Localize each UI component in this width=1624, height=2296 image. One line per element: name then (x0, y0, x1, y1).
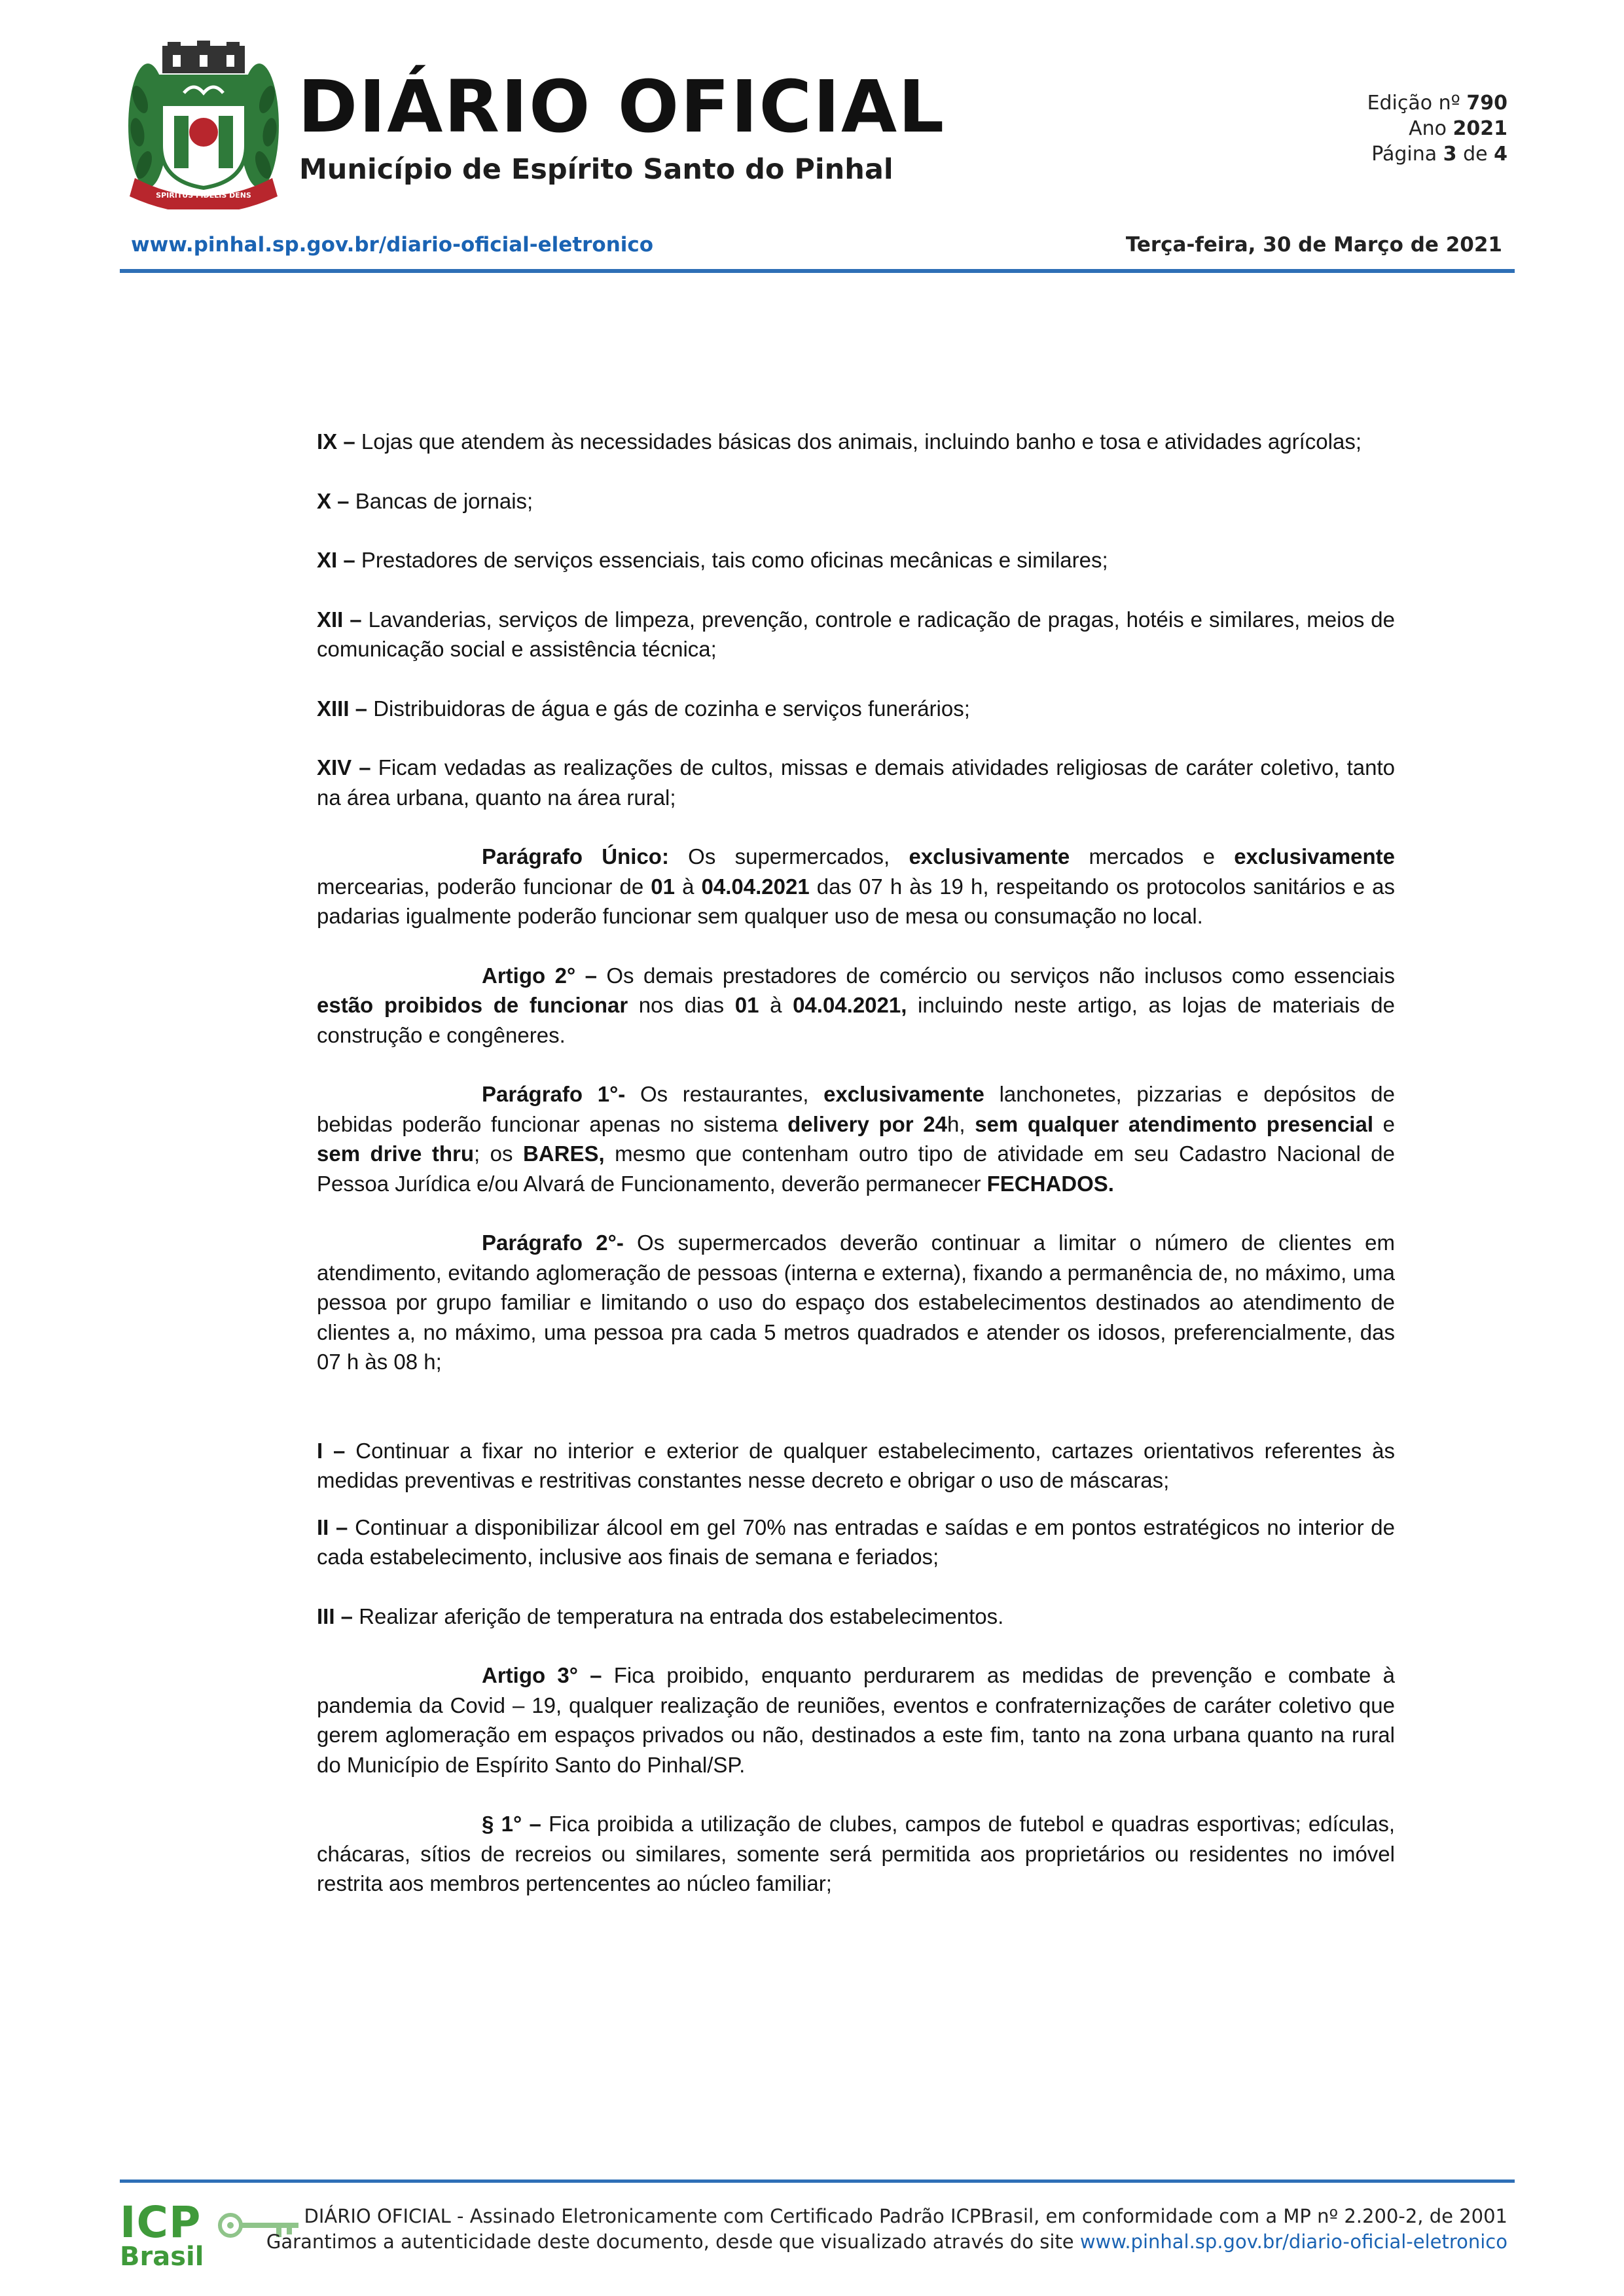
clause-emphasis: sem drive thru (317, 1141, 474, 1166)
year-line (1367, 116, 1507, 141)
item-text: Continuar a disponibilizar álcool em gel 70% nas entradas e saídas e em pontos estratégicos no interior de cada estabelecimento, inclusive aos finais de semana e feriados; (317, 1515, 1395, 1569)
clause-label: Parágrafo 2°- (482, 1230, 624, 1255)
item-ii (317, 1513, 1395, 1572)
item-text: Lojas que atendem às necessidades básicas dos animais, incluindo banho e tosa e atividades agrícolas; (355, 429, 1362, 454)
clause-emphasis: BARES, (522, 1141, 605, 1166)
signature-notice: DIÁRIO OFICIAL - Assinado Eletronicamente com Certificado Padrão ICPBrasil, em conformidade com a MP nº 2.200-2, de 2001 (304, 2205, 1507, 2227)
clause-label: Parágrafo Único: (482, 844, 669, 869)
clause-text: Os supermercados, (668, 844, 909, 869)
clause-label: Parágrafo 1°- (482, 1082, 626, 1106)
clause-text: lanchonetes, pizzarias e depósitos de bebidas poderão funcionar apenas no sistema (317, 1082, 1395, 1136)
item-i (317, 1436, 1395, 1496)
item-x (317, 486, 1395, 516)
footer-website-link[interactable]: www.pinhal.sp.gov.br/diario-oficial-eletronico (1079, 2231, 1507, 2253)
page-current: 3 (1443, 143, 1457, 166)
item-number: I – (317, 1438, 346, 1463)
clause-label: Artigo 3° – (482, 1663, 602, 1687)
item-xi (317, 545, 1395, 575)
item-text: Continuar a fixar no interior e exterior de qualquer estabelecimento, cartazes orientativos referentes às medidas preventivas e restritivas constantes nesse decreto e obrigar o uso de máscaras; (317, 1438, 1395, 1492)
clause-text: incluindo neste artigo, as lojas de materiais de construção e congêneres. (317, 993, 1395, 1047)
item-text: Prestadores de serviços essenciais, tais como oficinas mecânicas e similares; (355, 548, 1108, 572)
clause-text: e (1373, 1111, 1396, 1136)
icp-logo-text: ICP (120, 2197, 202, 2248)
clause-text: mercearias, poderão funcionar de (317, 874, 651, 899)
year-value: 2021 (1453, 117, 1507, 140)
clause-emphasis: 04.04.2021, (793, 993, 907, 1017)
clause-text: mercados e (1070, 844, 1235, 869)
item-number: X – (317, 488, 350, 513)
item-text: Realizar aferição de temperatura na entrada dos estabelecimentos. (353, 1604, 1004, 1628)
clause-text: Fica proibida a utilização de clubes, campos de futebol e quadras esportivas; edículas, chácaras, sítios de recreios ou similares, somente será permitida aos proprietários ou residentes no imóvel restrita aos membros pertencentes ao núcleo familiar; (317, 1812, 1395, 1895)
crest-motto: SPIRITUS FIDELIS DENS (156, 191, 251, 200)
publication-date: Terça-feira, 30 de Março de 2021 (1125, 233, 1502, 257)
item-number: XIII – (317, 696, 368, 721)
website-link[interactable]: www.pinhal.sp.gov.br/diario-oficial-eletronico (131, 233, 654, 257)
item-xiii (317, 694, 1395, 724)
edition-number: 790 (1466, 92, 1507, 115)
municipal-crest-logo (122, 41, 285, 209)
item-text: Bancas de jornais; (349, 488, 533, 513)
item-text: Distribuidoras de água e gás de cozinha e serviços funerários; (367, 696, 970, 721)
year-label: Ano (1409, 117, 1447, 140)
clause-emphasis: FECHADOS. (986, 1171, 1114, 1196)
clause-label: Artigo 2° – (482, 963, 597, 988)
clause-text: mesmo que contenham outro tipo de atividade em seu Cadastro Nacional de Pessoa Jurídica e/ou Alvará de Funcionamento, deverão permanecer (317, 1141, 1395, 1196)
item-number: III – (317, 1604, 353, 1628)
clause-emphasis: exclusivamente (909, 844, 1070, 869)
authenticity-notice (266, 2231, 1507, 2253)
footer-divider (120, 2179, 1515, 2183)
item-number: XI – (317, 548, 355, 572)
edition-line (1367, 90, 1507, 116)
clause-text: das 07 h às 19 h, respeitando os protocolos sanitários e as padarias igualmente poderão funcionar sem qualquer uso de mesa ou consumação no local. (317, 874, 1395, 928)
page-of: de (1463, 143, 1488, 166)
clause-emphasis: 01 (651, 874, 675, 899)
clause-emphasis: sem qualquer atendimento presencial (975, 1111, 1373, 1136)
item-xii (317, 605, 1395, 664)
clause-emphasis: estão proibidos de funcionar (317, 993, 628, 1017)
clause-text: Fica proibido, enquanto perdurarem as medidas de prevenção e combate à pandemia da Covid – 19, qualquer realização de reuniões, eventos e confraternizações de caráter coletivo que gerem aglomeração em espaços privados ou não, destinados a este fim, tanto na zona urbana quanto na rural do Município de Espírito Santo do Pinhal/SP. (317, 1663, 1395, 1777)
icp-logo-subtext: Brasil (120, 2242, 204, 2272)
clause-emphasis: 01 (734, 993, 759, 1017)
edition-label: Edição nº (1367, 92, 1460, 115)
clause-emphasis: delivery por 24 (787, 1111, 947, 1136)
clause-emphasis: exclusivamente (823, 1082, 984, 1106)
clause-text: à (675, 874, 702, 899)
document-body (317, 427, 1395, 1899)
page-label: Página (1371, 143, 1437, 166)
item-number: XIV – (317, 755, 371, 780)
item-text: Ficam vedadas as realizações de cultos, missas e demais atividades religiosas de caráter coletivo, tanto na área urbana, quanto na área rural; (317, 755, 1395, 810)
clause-emphasis: 04.04.2021 (701, 874, 810, 899)
clause-text: nos dias (628, 993, 735, 1017)
clause-text: à (759, 993, 793, 1017)
paragrafo-unico (317, 842, 1395, 931)
item-xiv (317, 753, 1395, 812)
page-line (1367, 141, 1507, 167)
item-number: II – (317, 1515, 348, 1539)
item-iii (317, 1602, 1395, 1632)
header-divider (120, 269, 1515, 273)
artigo-2 (317, 961, 1395, 1050)
clause-text: Os supermercados deverão continuar a limitar o número de clientes em atendimento, evitando aglomeração de pessoas (interna e externa), fixando a permanência de, no máximo, uma pessoa por grupo familiar e limitando o uso do espaço dos estabelecimentos destinados ao atendimento de clientes a, no máximo, uma pessoa pra cada 5 metros quadrados e atender os idosos, preferencialmente, das 07 h às 08 h; (317, 1230, 1395, 1374)
item-number: IX – (317, 429, 355, 454)
edition-info (1367, 90, 1507, 167)
clause-label: § 1° – (482, 1812, 541, 1836)
clause-emphasis: exclusivamente (1234, 844, 1396, 869)
artigo-3 (317, 1660, 1395, 1780)
item-ix (317, 427, 1395, 457)
item-number: XII – (317, 607, 362, 632)
authenticity-text: Garantimos a autenticidade deste documento, desde que visualizado através do site (266, 2231, 1080, 2253)
clause-text: h, (947, 1111, 975, 1136)
icp-brasil-logo (120, 2197, 204, 2272)
paragrafo-2 (317, 1228, 1395, 1377)
paragrafo-1 (317, 1079, 1395, 1198)
publication-title: DIÁRIO OFICIAL (298, 65, 946, 149)
municipality-name: Município de Espírito Santo do Pinhal (299, 153, 893, 186)
clause-text: Os demais prestadores de comércio ou serviços não inclusos como essenciais (596, 963, 1395, 988)
clause-text: Os restaurantes, (625, 1082, 824, 1106)
item-text: Lavanderias, serviços de limpeza, prevenção, controle e radicação de pragas, hotéis e similares, meios de comunicação social e assistência técnica; (317, 607, 1395, 661)
clause-text: ; os (474, 1141, 523, 1166)
paragraph-section-1 (317, 1809, 1395, 1899)
page-total: 4 (1494, 143, 1507, 166)
